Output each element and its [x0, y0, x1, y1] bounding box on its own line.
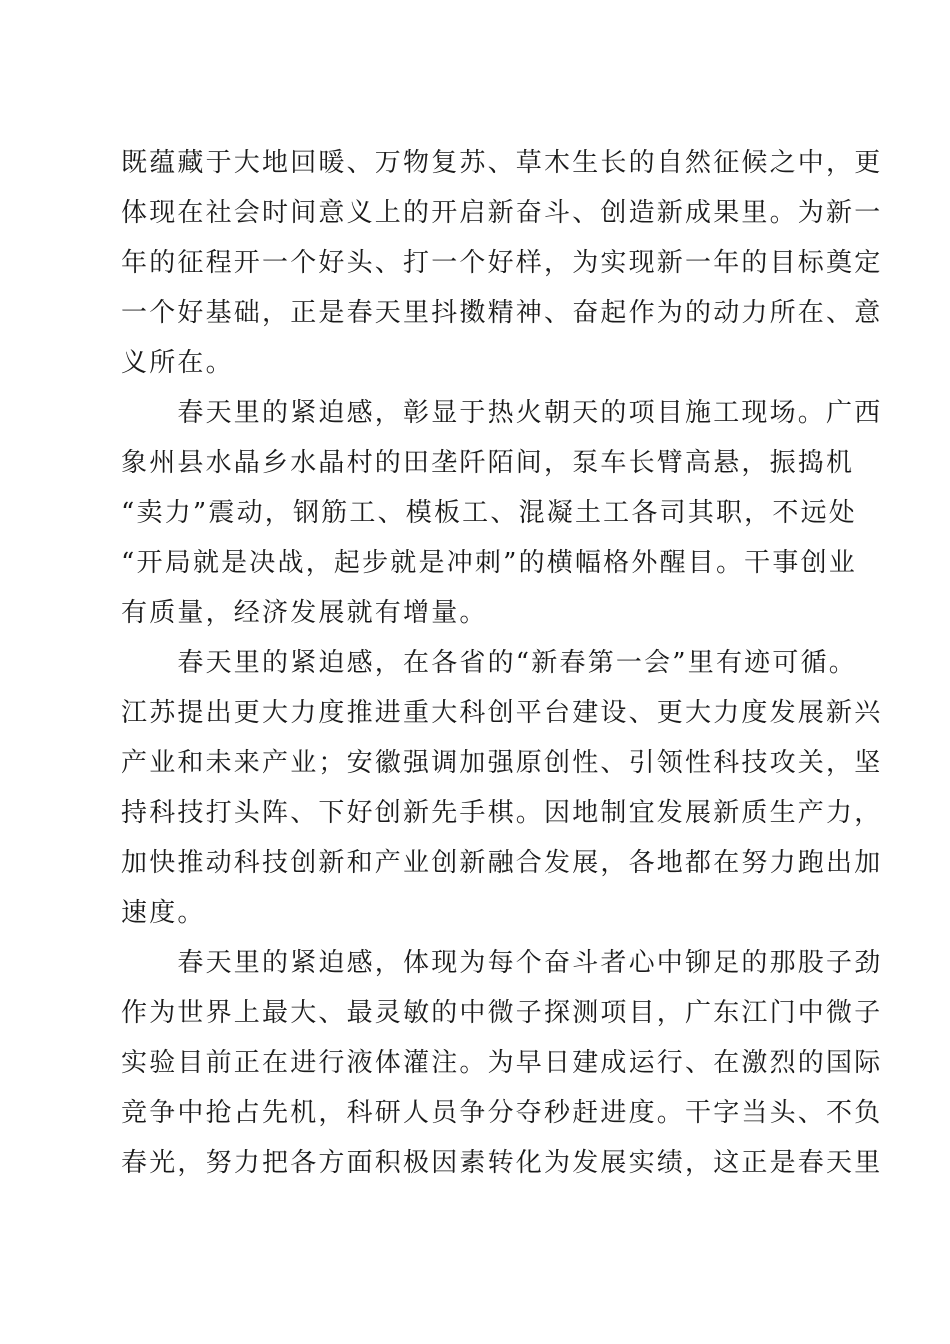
- text-line: 体现在社会时间意义上的开启新奋斗、创造新成果里。为新一: [121, 198, 883, 228]
- text-line: 江苏提出更大力度推进重大科创平台建设、更大力度发展新兴: [121, 698, 883, 728]
- text-line: 竞争中抢占先机，科研人员争分夺秒赶进度。干字当头、不负: [121, 1098, 883, 1128]
- text-line: “卖力”震动，钢筋工、模板工、混凝土工各司其职，不远处: [121, 498, 857, 528]
- text-line: 年的征程开一个好头、打一个好样，为实现新一年的目标奠定: [121, 248, 883, 278]
- text-line: 有质量，经济发展就有增量。: [121, 598, 488, 628]
- text-line: 作为世界上最大、最灵敏的中微子探测项目，广东江门中微子: [121, 998, 883, 1028]
- text-line: 春天里的紧迫感，体现为每个奋斗者心中铆足的那股子劲: [121, 948, 883, 978]
- text-line: 象州县水晶乡水晶村的田垄阡陌间，泵车长臂高悬，振捣机: [121, 448, 855, 478]
- text-line: 一个好基础，正是春天里抖擞精神、奋起作为的动力所在、意: [121, 298, 883, 328]
- text-line: 实验目前正在进行液体灌注。为早日建成运行、在激烈的国际: [121, 1048, 883, 1078]
- text-line: 春光，努力把各方面积极因素转化为发展实绩，这正是春天里: [121, 1148, 883, 1178]
- text-line: 春天里的紧迫感，在各省的“新春第一会”里有迹可循。: [121, 648, 857, 678]
- text-line: “开局就是决战，起步就是冲刺”的横幅格外醒目。干事创业: [121, 548, 857, 578]
- text-line: 加快推动科技创新和产业创新融合发展，各地都在努力跑出加: [121, 848, 883, 878]
- text-line: 速度。: [121, 898, 206, 928]
- text-line: 既蕴藏于大地回暖、万物复苏、草木生长的自然征候之中，更: [121, 148, 883, 178]
- article-body: [121, 138, 883, 1188]
- text-line: 义所在。: [121, 348, 234, 378]
- text-line: 持科技打头阵、下好创新先手棋。因地制宜发展新质生产力，: [121, 798, 883, 828]
- text-line: 产业和未来产业；安徽强调加强原创性、引领性科技攻关，坚: [121, 748, 883, 778]
- text-line: 春天里的紧迫感，彰显于热火朝天的项目施工现场。广西: [121, 398, 883, 428]
